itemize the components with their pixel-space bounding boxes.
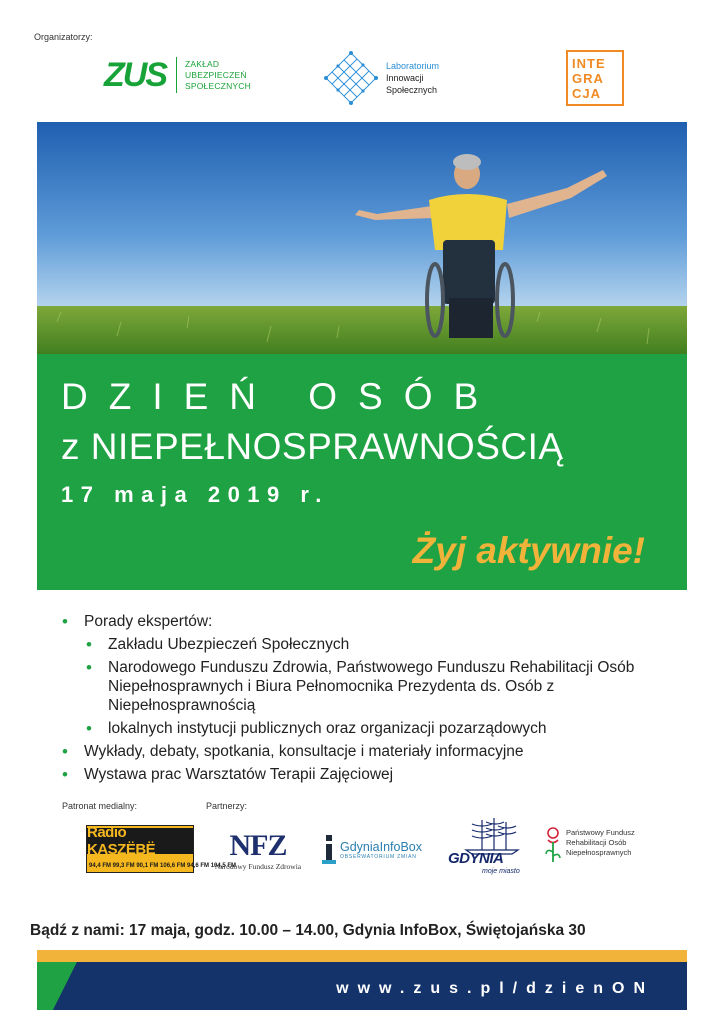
infobox-text [340, 840, 422, 860]
zus-logo-line: ZAKŁAD [185, 58, 220, 69]
ship-icon [462, 816, 522, 854]
flower-icon [544, 826, 562, 864]
pfron-logo-text [566, 828, 635, 858]
gdynia-logo [446, 816, 526, 880]
nfz-logo-name: Narodowy Fundusz Zdrowia [214, 862, 302, 871]
list-item: • Zakładu Ubezpieczeń Społecznych [86, 635, 682, 654]
gdynia-logo-tagline: moje miasto [482, 868, 520, 875]
infobox-name: GdyniaInfoBox [340, 840, 422, 854]
organizers-label: Organizatorzy: [34, 32, 93, 42]
pfron-logo-line: Państwowy Fundusz [566, 828, 635, 837]
website-link[interactable]: www.zus.pl/dzienON [336, 980, 654, 997]
lab-logo-line: Innowacji [386, 73, 424, 83]
gdynia-logo-name: GDYNIA [448, 850, 504, 867]
radio-kaszebe-logo [86, 824, 237, 873]
nfz-logo [204, 830, 312, 878]
radio-logo-name: Radio KASZËBË [87, 824, 156, 858]
event-slogan: Żyj aktywnie! [412, 530, 645, 571]
lab-logo-line: Laboratorium [386, 61, 440, 71]
lab-logo-line: Społecznych [386, 85, 438, 95]
event-details-line: Bądź z nami: 17 maja, godz. 10.00 – 14.00, Gdynia InfoBox, Świętojańska 30 [30, 922, 586, 939]
zus-logo-line: UBEZPIECZEŃ [185, 69, 247, 80]
list-item: • Narodowego Funduszu Zdrowia, Państwowego Funduszu Rehabilitacji Osób Niepełnosprawnych i Biura Pełnomocnika Prezydenta ds. Osób z Niepełnosprawnością [86, 658, 682, 715]
radio-logo-top [87, 824, 193, 858]
program-list [62, 612, 682, 788]
integracja-logo-line: CJA [572, 85, 602, 101]
pfron-logo [544, 826, 664, 870]
zus-logo [104, 55, 264, 95]
event-title-line1: DZIEŃ OSÓB [61, 376, 500, 417]
lab-logo [322, 48, 462, 108]
integracja-logo-line: INTE [572, 55, 606, 71]
media-patronage-label: Patronat medialny: [62, 801, 138, 811]
integracja-logo [566, 50, 624, 106]
infobox-icon [322, 835, 336, 865]
event-date: 17 maja 2019 r. [61, 482, 329, 507]
integracja-logo-line: GRA [572, 70, 604, 86]
infobox-tagline: OBSERWATORIUM ZMIAN [340, 854, 417, 860]
zus-logo-mark: ZUS [104, 56, 166, 94]
radio-logo-frequencies: 94,4 FM 99,3 FM 90,1 FM 106,6 FM 94,6 FM 104,5 FM [89, 863, 237, 869]
list-item: • Wykłady, debaty, spotkania, konsultacje i materiały informacyjne [62, 742, 682, 761]
pfron-logo-line: Niepełnosprawnych [566, 848, 632, 857]
list-item: • Porady ekspertów: [62, 612, 682, 631]
nfz-logo-mark: NFZ [229, 829, 287, 862]
event-title-line2: z NIEPEŁNOSPRAWNOŚCIĄ [61, 426, 564, 467]
pfron-logo-line: Rehabilitacji Osób [566, 838, 627, 847]
hero-photo [37, 122, 687, 356]
zus-logo-text [185, 59, 251, 92]
event-banner [37, 354, 687, 590]
zus-logo-divider [176, 57, 177, 93]
gdynia-infobox-logo [322, 832, 440, 868]
lab-network-icon [322, 49, 380, 107]
partners-label: Partnerzy: [206, 801, 248, 811]
zus-logo-line: SPOŁECZNYCH [185, 80, 251, 91]
lab-logo-text [386, 60, 439, 96]
list-item: • lokalnych instytucji publicznych oraz organizacji pozarządowych [86, 719, 682, 738]
hero-illustration [37, 122, 687, 356]
list-item: • Wystawa prac Warsztatów Terapii Zajęciowej [62, 765, 682, 784]
